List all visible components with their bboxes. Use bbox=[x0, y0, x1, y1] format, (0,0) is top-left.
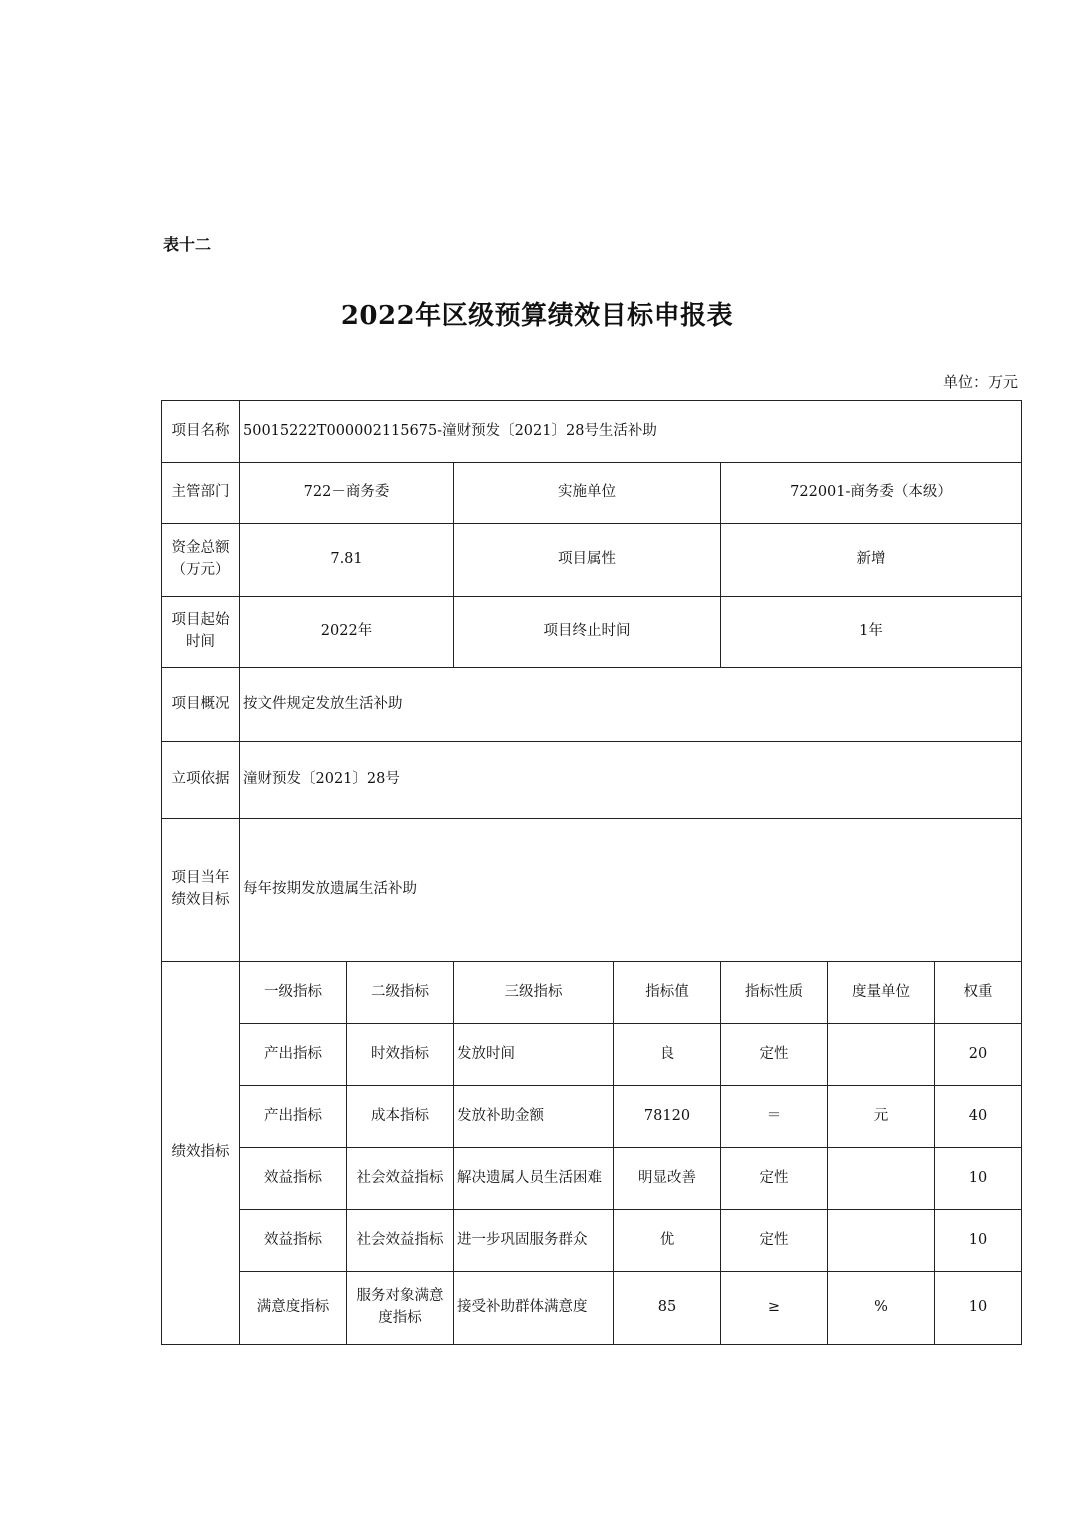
indicator-nature: ＝ bbox=[721, 1086, 828, 1148]
level2-indicator: 社会效益指标 bbox=[347, 1148, 454, 1210]
project-attribute-value: 新增 bbox=[721, 524, 1022, 597]
weight: 10 bbox=[935, 1148, 1022, 1210]
level3-indicator: 解决遗属人员生活困难 bbox=[454, 1148, 614, 1210]
unit-note: 单位：万元 bbox=[942, 373, 1018, 391]
level1-indicator: 效益指标 bbox=[240, 1210, 347, 1272]
table-number: 表十二 bbox=[163, 235, 212, 254]
indicator-nature: ≥ bbox=[721, 1272, 828, 1345]
end-time-label: 项目终止时间 bbox=[454, 597, 721, 668]
level2-indicator: 成本指标 bbox=[347, 1086, 454, 1148]
budget-form-table bbox=[161, 400, 1022, 1345]
indicator-value: 85 bbox=[614, 1272, 721, 1345]
weight: 20 bbox=[935, 1024, 1022, 1086]
level1-indicator: 满意度指标 bbox=[240, 1272, 347, 1345]
row-timeframe bbox=[162, 597, 1022, 668]
project-name-value: 50015222T000002115675-潼财预发〔2021〕28号生活补助 bbox=[240, 401, 1022, 463]
level3-indicator: 发放时间 bbox=[454, 1024, 614, 1086]
column-header: 一级指标 bbox=[240, 962, 347, 1024]
project-attribute-label: 项目属性 bbox=[454, 524, 721, 597]
level3-indicator: 接受补助群体满意度 bbox=[454, 1272, 614, 1345]
annual-goal-value: 每年按期发放遗属生活补助 bbox=[240, 819, 1022, 962]
row-project-name bbox=[162, 401, 1022, 463]
department-value: 722－商务委 bbox=[240, 463, 454, 524]
indicator-row bbox=[162, 1272, 1022, 1345]
indicators-section-label: 绩效指标 bbox=[162, 962, 240, 1345]
column-header: 指标性质 bbox=[721, 962, 828, 1024]
basis-value: 潼财预发〔2021〕28号 bbox=[240, 742, 1022, 819]
project-name-label: 项目名称 bbox=[162, 401, 240, 463]
indicator-row bbox=[162, 1210, 1022, 1272]
annual-goal-label: 项目当年绩效目标 bbox=[162, 819, 240, 962]
column-header: 指标值 bbox=[614, 962, 721, 1024]
row-funding bbox=[162, 524, 1022, 597]
indicator-row bbox=[162, 1086, 1022, 1148]
column-header: 二级指标 bbox=[347, 962, 454, 1024]
implementing-unit-label: 实施单位 bbox=[454, 463, 721, 524]
measure-unit bbox=[828, 1210, 935, 1272]
start-time-value: 2022年 bbox=[240, 597, 454, 668]
overview-label: 项目概况 bbox=[162, 668, 240, 742]
indicator-nature: 定性 bbox=[721, 1210, 828, 1272]
row-annual-goal bbox=[162, 819, 1022, 962]
level2-indicator: 社会效益指标 bbox=[347, 1210, 454, 1272]
row-basis bbox=[162, 742, 1022, 819]
indicator-value: 优 bbox=[614, 1210, 721, 1272]
basis-label: 立项依据 bbox=[162, 742, 240, 819]
total-fund-label: 资金总额（万元） bbox=[162, 524, 240, 597]
level2-indicator: 服务对象满意度指标 bbox=[347, 1272, 454, 1345]
total-fund-value: 7.81 bbox=[240, 524, 454, 597]
indicator-header-row bbox=[162, 962, 1022, 1024]
start-time-label: 项目起始时间 bbox=[162, 597, 240, 668]
measure-unit: 元 bbox=[828, 1086, 935, 1148]
department-label: 主管部门 bbox=[162, 463, 240, 524]
level1-indicator: 产出指标 bbox=[240, 1086, 347, 1148]
indicator-value: 明显改善 bbox=[614, 1148, 721, 1210]
overview-value: 按文件规定发放生活补助 bbox=[240, 668, 1022, 742]
level1-indicator: 效益指标 bbox=[240, 1148, 347, 1210]
measure-unit bbox=[828, 1148, 935, 1210]
measure-unit: % bbox=[828, 1272, 935, 1345]
measure-unit bbox=[828, 1024, 935, 1086]
indicator-row bbox=[162, 1024, 1022, 1086]
end-time-value: 1年 bbox=[721, 597, 1022, 668]
weight: 40 bbox=[935, 1086, 1022, 1148]
column-header: 权重 bbox=[935, 962, 1022, 1024]
implementing-unit-value: 722001-商务委（本级） bbox=[721, 463, 1022, 524]
level3-indicator: 发放补助金额 bbox=[454, 1086, 614, 1148]
row-department bbox=[162, 463, 1022, 524]
indicator-nature: 定性 bbox=[721, 1024, 828, 1086]
weight: 10 bbox=[935, 1210, 1022, 1272]
column-header: 三级指标 bbox=[454, 962, 614, 1024]
indicator-row bbox=[162, 1148, 1022, 1210]
indicator-value: 78120 bbox=[614, 1086, 721, 1148]
level3-indicator: 进一步巩固服务群众 bbox=[454, 1210, 614, 1272]
row-overview bbox=[162, 668, 1022, 742]
column-header: 度量单位 bbox=[828, 962, 935, 1024]
indicator-nature: 定性 bbox=[721, 1148, 828, 1210]
weight: 10 bbox=[935, 1272, 1022, 1345]
level2-indicator: 时效指标 bbox=[347, 1024, 454, 1086]
level1-indicator: 产出指标 bbox=[240, 1024, 347, 1086]
indicator-value: 良 bbox=[614, 1024, 721, 1086]
document-title: 2022年区级预算绩效目标申报表 bbox=[340, 301, 734, 331]
